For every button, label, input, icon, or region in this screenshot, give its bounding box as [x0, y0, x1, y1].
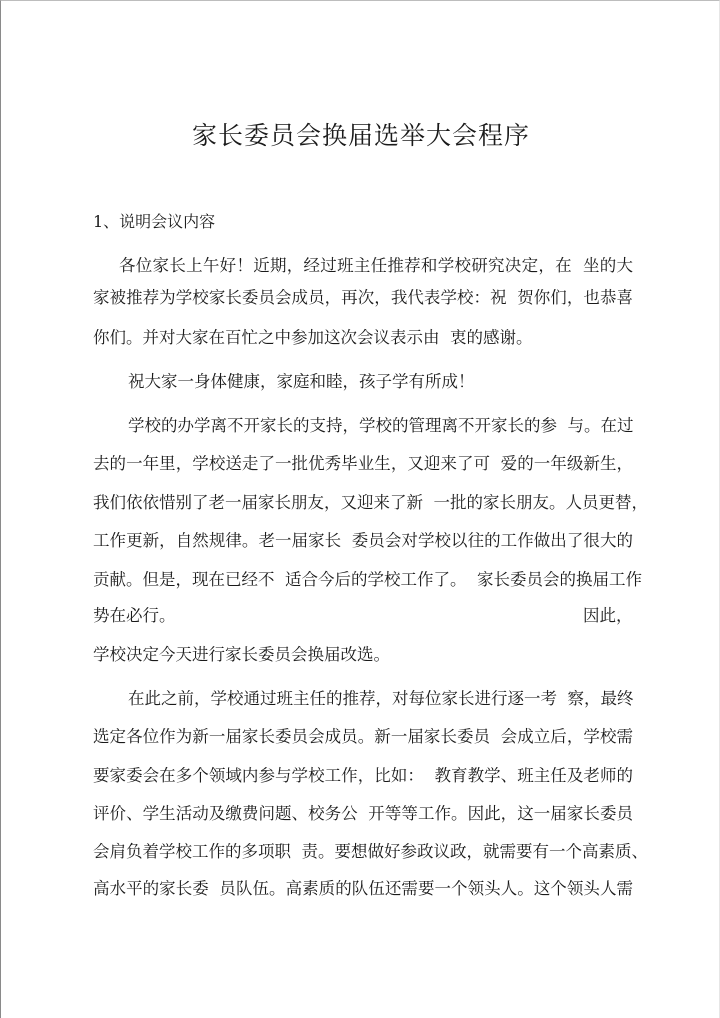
paragraph-line: 去的一年里，学校送走了一批优秀毕业生，又迎来了可 爱的一年级新生，	[93, 454, 633, 473]
paragraph-line: 工作更新，自然规律。老一届家长 委员会对学校以往的工作做出了很大的	[93, 531, 633, 550]
paragraph-line: 学校的办学离不开家长的支持，学校的管理离不开家长的参 与。在过	[128, 416, 634, 435]
paragraph-line: 你们。并对大家在百忙之中参加这次会议表示由 衷的感谢。	[93, 328, 533, 347]
section-heading: 1、说明会议内容	[93, 212, 216, 231]
paragraph-line: 评价、学生活动及缴费问题、校务公 开等等工作。因此，这一届家长委员	[93, 804, 633, 823]
paragraph-line: 高水平的家长委 员队伍。高素质的队伍还需要一个领头人。这个领头人需	[93, 879, 633, 898]
paragraph-line: 我们依依惜别了老一届家长朋友，又迎来了新 一批的家长朋友。人员更替，	[93, 493, 648, 512]
paragraph-line: 选定各位作为新一届家长委员会成员。新一届家长委员 会成立后，学校需	[93, 727, 633, 746]
paragraph-line: 学校决定今天进行家长委员会换届改选。	[93, 645, 390, 664]
paragraph-line: 在此之前，学校通过班主任的推荐，对每位家长进行逐一考 察，最终	[128, 689, 634, 708]
paragraph-line: 会肩负着学校工作的多项职 责。要想做好参政议政，就需要有一个高素质、	[93, 842, 648, 861]
paragraph-line: 要家委会在多个领域内参与学校工作，比如： 教育教学、班主任及老师的	[93, 766, 633, 785]
paragraph-line: 因此，	[583, 606, 633, 625]
paragraph-line: 家被推荐为学校家长委员会成员，再次，我代表学校：祝 贺你们，也恭喜	[93, 288, 633, 307]
paragraph-line: 贡献。但是，现在已经不 适合今后的学校工作了。 家长委员会的换届工作	[93, 570, 642, 589]
paragraph-line: 各位家长上午好！近期，经过班主任推荐和学校研究决定，在 坐的大	[119, 256, 633, 275]
document-title: 家长委员会换届选举大会程序	[191, 121, 530, 150]
paragraph-line: 祝大家一身体健康，家庭和睦，孩子学有所成！	[128, 372, 475, 391]
paragraph-line: 势在必行。	[93, 606, 176, 625]
